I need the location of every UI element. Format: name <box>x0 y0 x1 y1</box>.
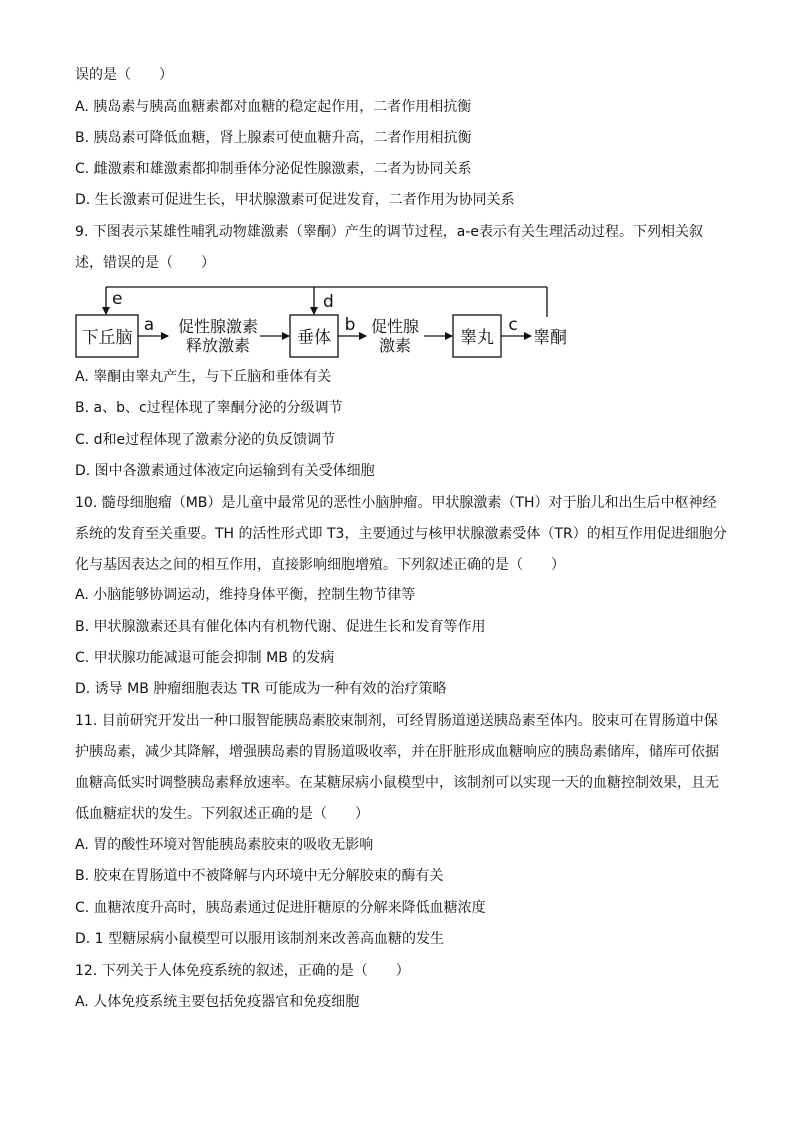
option-b-q11: B. 胶束在胃肠道中不被降解与内环境中无分解胶束的酶有关 <box>75 868 444 884</box>
hypothalamus-label: 下丘脑 <box>81 328 133 348</box>
option-c-q8: C. 雌激素和雄激素都抑制垂体分泌促性腺激素，二者为协同关系 <box>75 161 472 177</box>
option-c-q11: C. 血糖浓度升高时，胰岛素通过促进肝糖原的分解来降低血糖浓度 <box>75 900 486 916</box>
option-a-q10: A. 小脑能够协调运动，维持身体平衡，控制生物节律等 <box>75 587 416 603</box>
option-a-q11: A. 胃的酸性环境对智能胰岛素胶束的吸收无影响 <box>75 837 374 853</box>
option-c-q9: C. d和e过程体现了激素分泌的负反馈调节 <box>75 432 336 448</box>
question-12-stem: 12. 下列关于人体免疫系统的叙述，正确的是（ ） <box>75 963 410 979</box>
gth-label-line1: 促性腺 <box>370 317 420 336</box>
option-b-q10: B. 甲状腺激素还具有催化体内有机物代谢、促进生长和发育等作用 <box>75 619 486 635</box>
question-10-stem: 10. 髓母细胞瘤（MB）是儿童中最常见的恶性小脑肿瘤。甲状腺激素（TH）对于胎儿和出生后中枢神经 <box>75 495 717 511</box>
option-d-q9: D. 图中各激素通过体液定向运输到有关受体细胞 <box>75 463 375 479</box>
option-a-q12: A. 人体免疫系统主要包括免疫器官和免疫细胞 <box>75 994 360 1010</box>
option-d-q10: D. 诱导 MB 肿瘤细胞表达 TR 可能成为一种有效的治疗策略 <box>75 681 447 697</box>
gth-label-line2: 激素 <box>378 336 412 355</box>
question-11-stem-cont: 低血糖症状的发生。下列叙述正确的是（ ） <box>75 806 369 822</box>
question-10-stem-cont: 化与基因表达之间的相互作用，直接影响细胞增殖。下列叙述正确的是（ ） <box>75 557 565 573</box>
label-e: e <box>112 289 123 309</box>
option-a-q8: A. 胰岛素与胰高血糖素都对血糖的稳定起作用，二者作用相抗衡 <box>75 99 472 115</box>
option-d-q8: D. 生长激素可促进生长，甲状腺激素可促进发育，二者作用为协同关系 <box>75 192 515 208</box>
grh-label-line2: 释放激素 <box>185 336 251 355</box>
label-c: c <box>508 315 518 335</box>
question-10-stem-cont: 系统的发育至关重要。TH 的活性形式即 T3，主要通过与核甲状腺激素受体（TR）的相互作用促进细胞分 <box>75 526 727 542</box>
question-9-stem: 9. 下图表示某雄性哺乳动物雄激素（睾酮）产生的调节过程，a-e表示有关生理活动过程。下列相关叙 <box>75 224 704 240</box>
option-c-q10: C. 甲状腺功能减退可能会抑制 MB 的发病 <box>75 650 335 666</box>
pituitary-label: 垂体 <box>297 328 331 348</box>
label-b: b <box>344 315 356 335</box>
text-line: 误的是（ ） <box>75 67 173 83</box>
question-11-stem-cont: 护胰岛素，减少其降解，增强胰岛素的胃肠道吸收率，并在肝脏形成血糖响应的胰岛素储库，储库可依据 <box>75 744 719 760</box>
hormone-regulation-diagram <box>70 282 580 362</box>
option-a-q9: A. 睾酮由睾丸产生，与下丘脑和垂体有关 <box>75 369 332 385</box>
label-a: a <box>143 315 155 335</box>
option-b-q9: B. a、b、c过程体现了睾酮分泌的分级调节 <box>75 400 343 416</box>
grh-label-line1: 促性腺激素 <box>177 317 259 336</box>
label-d: d <box>323 292 334 312</box>
question-9-stem-cont: 述，错误的是（ ） <box>75 255 215 271</box>
testis-label: 睾丸 <box>460 328 494 348</box>
question-11-stem: 11. 目前研究开发出一种口服智能胰岛素胶束制剂，可经胃肠道递送胰岛素至体内。胶束可在胃肠道中保 <box>75 713 718 729</box>
testosterone-label: 睾酮 <box>533 328 567 348</box>
option-d-q11: D. 1 型糖尿病小鼠模型可以服用该制剂来改善高血糖的发生 <box>75 931 445 947</box>
option-b-q8: B. 胰岛素可降低血糖，肾上腺素可使血糖升高，二者作用相抗衡 <box>75 130 472 146</box>
question-11-stem-cont: 血糖高低实时调整胰岛素释放速率。在某糖尿病小鼠模型中，该制剂可以实现一天的血糖控制效果，且无 <box>75 775 719 791</box>
